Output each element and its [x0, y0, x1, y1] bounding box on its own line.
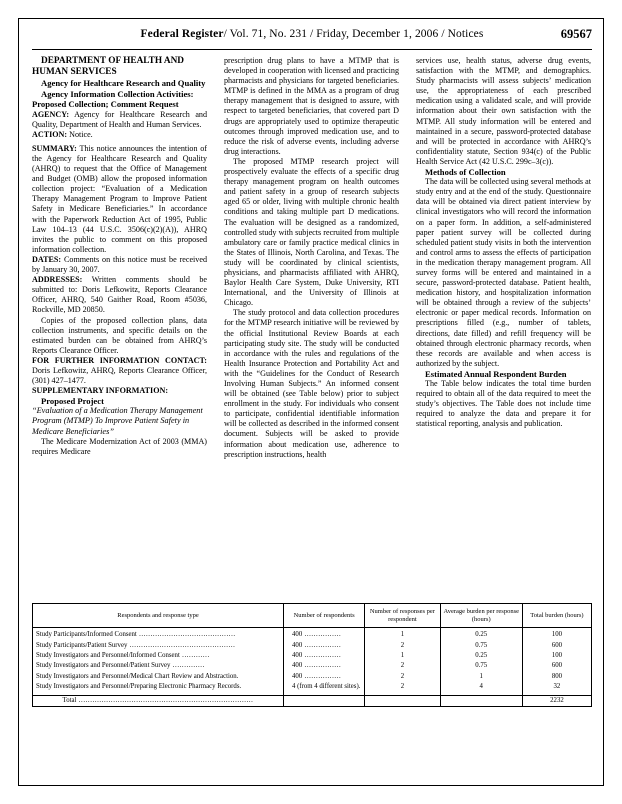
agency-value: Agency for Healthcare Research and Quality, Department of Health and Human Services.	[32, 109, 207, 129]
column-three	[416, 56, 591, 429]
cell-description: Study Investigators and Personnel/Medical Chart Review and Abstraction.	[33, 672, 284, 682]
cell-total-respondents	[284, 695, 365, 706]
action-value: Notice.	[67, 129, 93, 139]
cell-respondents	[284, 661, 365, 671]
burden-paragraph: The Table below indicates the total time burden required to obtain all of the data required to meet the study’s objectives. The Table does not include time required to analyze the data and prepare it for statistical reporting, analysis and publication.	[416, 379, 591, 429]
cell-description: Study Investigators and Personnel/Preparing Electronic Pharmacy Records.	[33, 682, 284, 695]
cell-responses: 1	[365, 628, 440, 641]
cell-avg-burden: 1	[440, 672, 522, 682]
cell-total-burden: 100	[522, 651, 591, 661]
cell-avg-burden: 0.25	[440, 651, 522, 661]
leader-dots: ................	[302, 672, 342, 680]
cell-avg-burden: 0.25	[440, 628, 522, 641]
header-respondents-type: Respondents and response type	[33, 604, 284, 628]
row-desc-text: Study Investigators and Personnel/Informed Consent	[36, 652, 180, 659]
column-two	[224, 56, 399, 460]
row-respondents-text: 400	[292, 662, 303, 670]
cell-responses: 2	[365, 661, 440, 671]
cell-description	[33, 628, 284, 641]
mma-paragraph: The Medicare Modernization Act of 2003 (MMA) requires Medicare	[32, 436, 207, 456]
leader-dots: ................	[302, 641, 342, 649]
research-project-paragraph: The proposed MTMP research project will prospectively evaluate the effects of a specific drug therapy management program on health outcomes and patient safety in a group of research subjects aged 65 or older, living with multiple chronic health conditions and taking multiple part D medications. The evaluation will be designed as a randomized, controlled study with subjects recruited from multiple ambulatory care or family practice medical clinics in the States of Illinois, North Carolina, and Texas. The study will be coordinated by clinical scientists, physicians, and pharmacists affiliated with AHRQ, Baylor Health Care System, Duke University, RTI International, and the University of Illinois at Chicago.	[224, 156, 399, 308]
cell-total-burden: 100	[522, 628, 591, 641]
table-row	[33, 651, 592, 661]
leader-dots: ................	[302, 631, 342, 639]
cell-avg-burden: 0.75	[440, 661, 522, 671]
dates-label: DATES:	[32, 254, 62, 264]
table-total-row	[33, 695, 592, 706]
burden-table-body	[33, 628, 592, 707]
methods-heading: Methods of Collection	[425, 167, 506, 178]
agency-paragraph	[32, 110, 207, 130]
cell-total-burden: 800	[522, 672, 591, 682]
document-title: Agency Information Collection Activities: Proposed Collection; Comment Request	[32, 88, 194, 110]
cell-description	[33, 641, 284, 651]
cell-description	[33, 651, 284, 661]
department-heading: DEPARTMENT OF HEALTH AND HUMAN SERVICES	[32, 56, 185, 78]
burden-table-wrapper	[32, 603, 592, 707]
cell-total-burden: 600	[522, 661, 591, 671]
row-respondents-text: 400	[292, 652, 303, 659]
addresses-label: ADDRESSES:	[32, 275, 83, 285]
dates-value: Comments on this notice must be received by January 30, 2007.	[32, 254, 207, 275]
leader-dots: ..............	[170, 662, 205, 670]
header-total-burden: Total burden (hours)	[522, 604, 591, 628]
running-head-citation	[32, 28, 592, 40]
header-average-burden: Average burden per response (hours)	[440, 604, 522, 628]
cell-total-responses	[365, 695, 440, 706]
addresses-paragraph	[32, 275, 207, 315]
cell-respondents	[284, 672, 365, 682]
cell-description	[33, 661, 284, 671]
row-desc-text: Study Participants/Patient Survey	[36, 641, 128, 649]
contact-paragraph	[32, 356, 207, 386]
mtmp-definition-paragraph: prescription drug plans to have a MTMP that is developed in cooperation with licensed and practicing pharmacists and physicians for targeted beneficiaries. MTMP is defined in the MMA as a program of drug therapy management that is designed to assure, with respect to targeted beneficiaries, that covered part D drugs are appropriately used to optimize therapeutic outcomes through improved medication use, and to reduce the risk of adverse events, including adverse drug interactions.	[224, 56, 399, 156]
running-head	[32, 27, 592, 50]
cell-responses: 1	[365, 651, 440, 661]
page-number: 69567	[560, 27, 592, 41]
publication-name: Federal Register	[140, 28, 224, 40]
proposed-project-heading: Proposed Project	[41, 396, 104, 407]
row-respondents-text: 400	[292, 631, 303, 639]
row-respondents-text: 400	[292, 672, 303, 680]
contact-label: FOR FURTHER INFORMATION CONTACT:	[32, 355, 207, 365]
table-row	[33, 682, 592, 695]
project-title: “Evaluation of a Medication Therapy Management Program (MTMP) To Improve Patient Safety in Medicare Beneficiaries”	[32, 406, 203, 436]
cell-responses: 2	[365, 682, 440, 695]
burden-table-head	[33, 604, 592, 628]
copies-paragraph: Copies of the proposed collection plans, data collection instruments, and specific details on the estimated burden can be obtained from AHRQ’s Reports Clearance Officer.	[32, 315, 207, 355]
header-number-respondents: Number of respondents	[284, 604, 365, 628]
agency-heading: Agency for Healthcare Research and Quality	[41, 78, 206, 89]
burden-heading: Estimated Annual Respondent Burden	[425, 368, 567, 379]
summary-label: SUMMARY:	[32, 143, 77, 153]
services-use-paragraph: services use, health status, adverse drug events, satisfaction with the MTMP, and demographics. Study pharmacists will assess subjects’ medication use, the appropriateness of each prescribed medication using a validated scale, and will provide information about their own satisfaction with the MTMP. All study information will be entered and maintained in a secure, password-protected database and will be protected in accordance with AHRQ’s confidentiality statute, Section 934(c) of the Public Health Service Act (42 U.S.C. 299c–3(c)).	[416, 56, 591, 166]
cell-total-avg	[440, 695, 522, 706]
cell-respondents: 4 (from 4 different sites).	[284, 682, 365, 695]
row-desc-text: Study Participants/Informed Consent	[36, 631, 137, 639]
action-paragraph	[32, 130, 207, 140]
table-header-row	[33, 604, 592, 628]
table-row	[33, 672, 592, 682]
leader-dots: ..........................................	[136, 631, 236, 639]
cell-total-burden: 32	[522, 682, 591, 695]
burden-table	[32, 603, 592, 707]
cell-avg-burden: 4	[440, 682, 522, 695]
summary-value: This notice announces the intention of the Agency for Healthcare Research and Quality (AHRQ) to request that the Office of Management and Budget (OMB) allow the proposed information collection project: “Evaluation of a Medication Therapy Management Program to Improve Patient Safety in Medicare Beneficiaries.” In accordance with the Paperwork Reduction Act of 1995, Public Law 104–13 (44 U.S.C. 3506(c)(2)(A)), AHRQ invites the public to comment on this proposed information collection.	[32, 143, 207, 254]
cell-total-burden: 600	[522, 641, 591, 651]
leader-dots: ................	[302, 652, 342, 659]
supplementary-label: SUPPLEMENTARY INFORMATION:	[32, 386, 169, 396]
page-border	[18, 18, 604, 786]
contact-value: Doris Lefkowitz, AHRQ, Reports Clearance Officer, (301) 427–1477.	[32, 365, 207, 386]
column-one	[32, 56, 207, 457]
addresses-value: Written comments should be submitted to: Doris Lefkowitz, Reports Clearance Officer, AHRQ, 540 Gaither Road, Room #5036, Rockville, MD 20850.	[32, 275, 207, 315]
header-responses-per-respondent: Number of responses per respondent	[365, 604, 440, 628]
cell-total-sum: 2232	[522, 695, 591, 706]
protocol-paragraph: The study protocol and data collection procedures for the MTMP research initiative will be reviewed by the official Institutional Review Boards at each participating study site. The study will be conducted in accordance with the rules and regulations of the Health Insurance Protection and Portability Act and with the “Guidelines for the Conduct of Research Involving Human Subjects.” An informed consent will be obtained (see Table below) prior to subject enrollment in the study. For individuals who consent to participate, confidential identifiable information will be collected as described in the informed consent document. Subjects will be asked to provide information about medication use, adherence to prescription instructions, health	[224, 308, 399, 459]
citation-text: / Vol. 71, No. 231 / Friday, December 1, 2006 / Notices	[223, 28, 484, 40]
leader-dots: ............................................................................	[76, 696, 254, 704]
row-desc-text: Study Investigators and Personnel/Patient Survey	[36, 662, 171, 670]
three-column-body	[32, 56, 592, 616]
table-row	[33, 641, 592, 651]
summary-paragraph	[32, 144, 207, 255]
cell-total-label	[33, 695, 284, 706]
table-row	[33, 661, 592, 671]
leader-dots: ..............................................	[127, 641, 236, 649]
cell-respondents	[284, 641, 365, 651]
supplementary-paragraph	[32, 386, 207, 396]
total-label-text: Total	[62, 696, 77, 704]
agency-label: AGENCY:	[32, 109, 70, 119]
leader-dots: ............	[179, 652, 210, 659]
cell-responses: 2	[365, 641, 440, 651]
row-respondents-text: 400	[292, 641, 303, 649]
methods-paragraph: The data will be collected using several methods at study entry and at the end of the study. Questionnaire data will be obtained via direct patient interview by clinical investigators who will record the information on a paper form. In addition, a self-administered paper patient survey will be collected during scheduled patient study visits in both the intervention and control arms to assess the effects of participation in the medication therapy management program. All survey forms will be entered and maintained in a secure, password-protected database. Patient health, medication history, and hospitalization information will be obtained through a review of the subjects’ electronic or paper medical records. Information on prescriptions filled (e.g., number of tablets, directions, date filled) and refill frequency will be obtained through electronic pharmacy records, when these records are available and when access is authorized by the subject.	[416, 177, 591, 368]
cell-responses: 2	[365, 672, 440, 682]
table-row	[33, 628, 592, 641]
leader-dots: ................	[302, 662, 342, 670]
page-content	[32, 27, 592, 777]
cell-respondents	[284, 628, 365, 641]
cell-respondents	[284, 651, 365, 661]
cell-avg-burden: 0.75	[440, 641, 522, 651]
action-label: ACTION:	[32, 129, 68, 139]
dates-paragraph	[32, 255, 207, 275]
